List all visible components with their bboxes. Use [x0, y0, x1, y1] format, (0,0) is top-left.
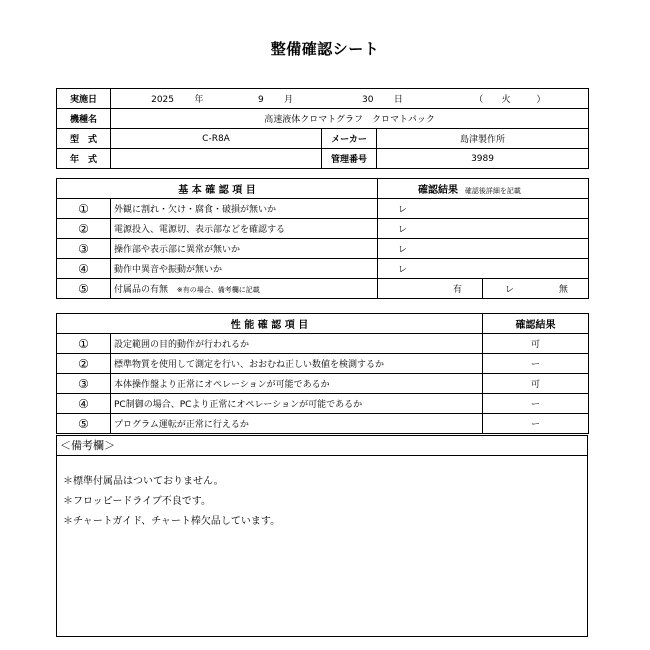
month-value: 9 — [258, 95, 264, 105]
performance-row — [57, 414, 589, 434]
basic-check-table — [56, 178, 589, 299]
maker-label: メーカー — [322, 129, 377, 149]
basic-item-number: ① — [57, 199, 111, 219]
remark-line: ＊フロッピードライブ不良です。 — [63, 496, 211, 507]
day-value: 30 — [362, 95, 374, 105]
performance-item-number: ④ — [57, 394, 111, 414]
weekday-open: （ — [474, 95, 484, 105]
basic-item-result: レ — [378, 199, 589, 219]
performance-item-number: ⑤ — [57, 414, 111, 434]
performance-item-text: プログラム運転が正常に行えるか — [111, 414, 483, 434]
basic-row — [57, 219, 589, 239]
basic-item-text: 操作部や表示部に異常が無いか — [111, 239, 378, 259]
basic-row — [57, 239, 589, 259]
mgmt-value: 3989 — [377, 149, 589, 169]
performance-header-row — [57, 314, 589, 334]
basic-item-text: 外観に割れ・欠け・腐食・破損が無いか — [111, 199, 378, 219]
performance-row — [57, 354, 589, 374]
performance-result-heading: 確認結果 — [483, 314, 589, 334]
maker-value: 島津製作所 — [377, 129, 589, 149]
remark-line: ＊標準付属品はついておりません。 — [63, 476, 224, 487]
accessory-number: ⑤ — [57, 279, 111, 299]
type-label: 型 式 — [57, 129, 111, 149]
performance-item-text: 標準物質を使用して測定を行い、おおむね正しい数値を検測するか — [111, 354, 483, 374]
accessory-text: 付属品の有無 — [114, 285, 169, 295]
model-row — [57, 109, 589, 129]
month-unit: 月 — [284, 95, 294, 105]
basic-item-number: ② — [57, 219, 111, 239]
model-label: 機種名 — [57, 109, 111, 129]
basic-item-result: レ — [378, 259, 589, 279]
performance-item-result: ー — [483, 414, 589, 434]
weekday-close: ） — [536, 95, 546, 105]
performance-item-text: 設定範囲の目的動作が行われるか — [111, 334, 483, 354]
basic-result-heading: 確認結果 — [418, 185, 459, 196]
performance-item-result: 可 — [483, 374, 589, 394]
date-row — [57, 89, 589, 109]
performance-row — [57, 374, 589, 394]
type-value: C-R8A — [111, 129, 322, 149]
remarks-heading: ＜備考欄＞ — [57, 436, 587, 456]
performance-item-text: 本体操作盤より正常にオペレーションが可能であるか — [111, 374, 483, 394]
date-value — [111, 89, 589, 109]
year-model-value — [111, 149, 322, 169]
date-label: 実施日 — [57, 89, 111, 109]
performance-item-result: ー — [483, 394, 589, 414]
type-row — [57, 129, 589, 149]
year-unit: 年 — [194, 95, 204, 105]
model-value: 高速液体クロマトグラフ クロマトパック — [111, 109, 589, 129]
accessory-check: レ — [505, 285, 515, 295]
year-model-row — [57, 149, 589, 169]
basic-row — [57, 259, 589, 279]
performance-row — [57, 394, 589, 414]
basic-item-result: レ — [378, 239, 589, 259]
performance-item-number: ① — [57, 334, 111, 354]
weekday-value: 火 — [501, 95, 511, 105]
header-table — [56, 88, 589, 169]
performance-item-result: 可 — [483, 334, 589, 354]
basic-item-number: ③ — [57, 239, 111, 259]
year-model-label: 年 式 — [57, 149, 111, 169]
day-unit: 日 — [393, 95, 403, 105]
basic-result-heading-cell — [378, 179, 589, 199]
basic-header-row — [57, 179, 589, 199]
accessory-no: 無 — [558, 285, 568, 295]
accessory-no-cell — [483, 279, 589, 299]
basic-item-text: 動作中異音や振動が無いか — [111, 259, 378, 279]
accessory-text-cell — [111, 279, 378, 299]
remark-line: ＊チャートガイド、チャート棒欠品しています。 — [63, 516, 281, 527]
accessory-row — [57, 279, 589, 299]
performance-check-table — [56, 313, 589, 434]
performance-row — [57, 334, 589, 354]
basic-item-text: 電源投入、電源切、表示部などを確認する — [111, 219, 378, 239]
basic-row — [57, 199, 589, 219]
basic-heading: 基 本 確 認 項 目 — [57, 179, 378, 199]
accessory-yes: 有 — [378, 279, 483, 299]
remarks-section — [56, 435, 588, 637]
performance-item-text: PC制御の場合、PCより正常にオペレーションが可能であるか — [111, 394, 483, 414]
performance-item-number: ② — [57, 354, 111, 374]
mgmt-label: 管理番号 — [322, 149, 377, 169]
basic-result-note: 確認後詳細を記載 — [464, 187, 521, 195]
performance-item-number: ③ — [57, 374, 111, 394]
page-title: 整備確認シート — [270, 40, 380, 58]
year-value: 2025 — [151, 95, 174, 105]
performance-item-result: ー — [483, 354, 589, 374]
basic-item-number: ④ — [57, 259, 111, 279]
performance-heading: 性 能 確 認 項 目 — [57, 314, 483, 334]
basic-item-result: レ — [378, 219, 589, 239]
accessory-note: ※有の場合、備考欄に記載 — [176, 286, 260, 294]
